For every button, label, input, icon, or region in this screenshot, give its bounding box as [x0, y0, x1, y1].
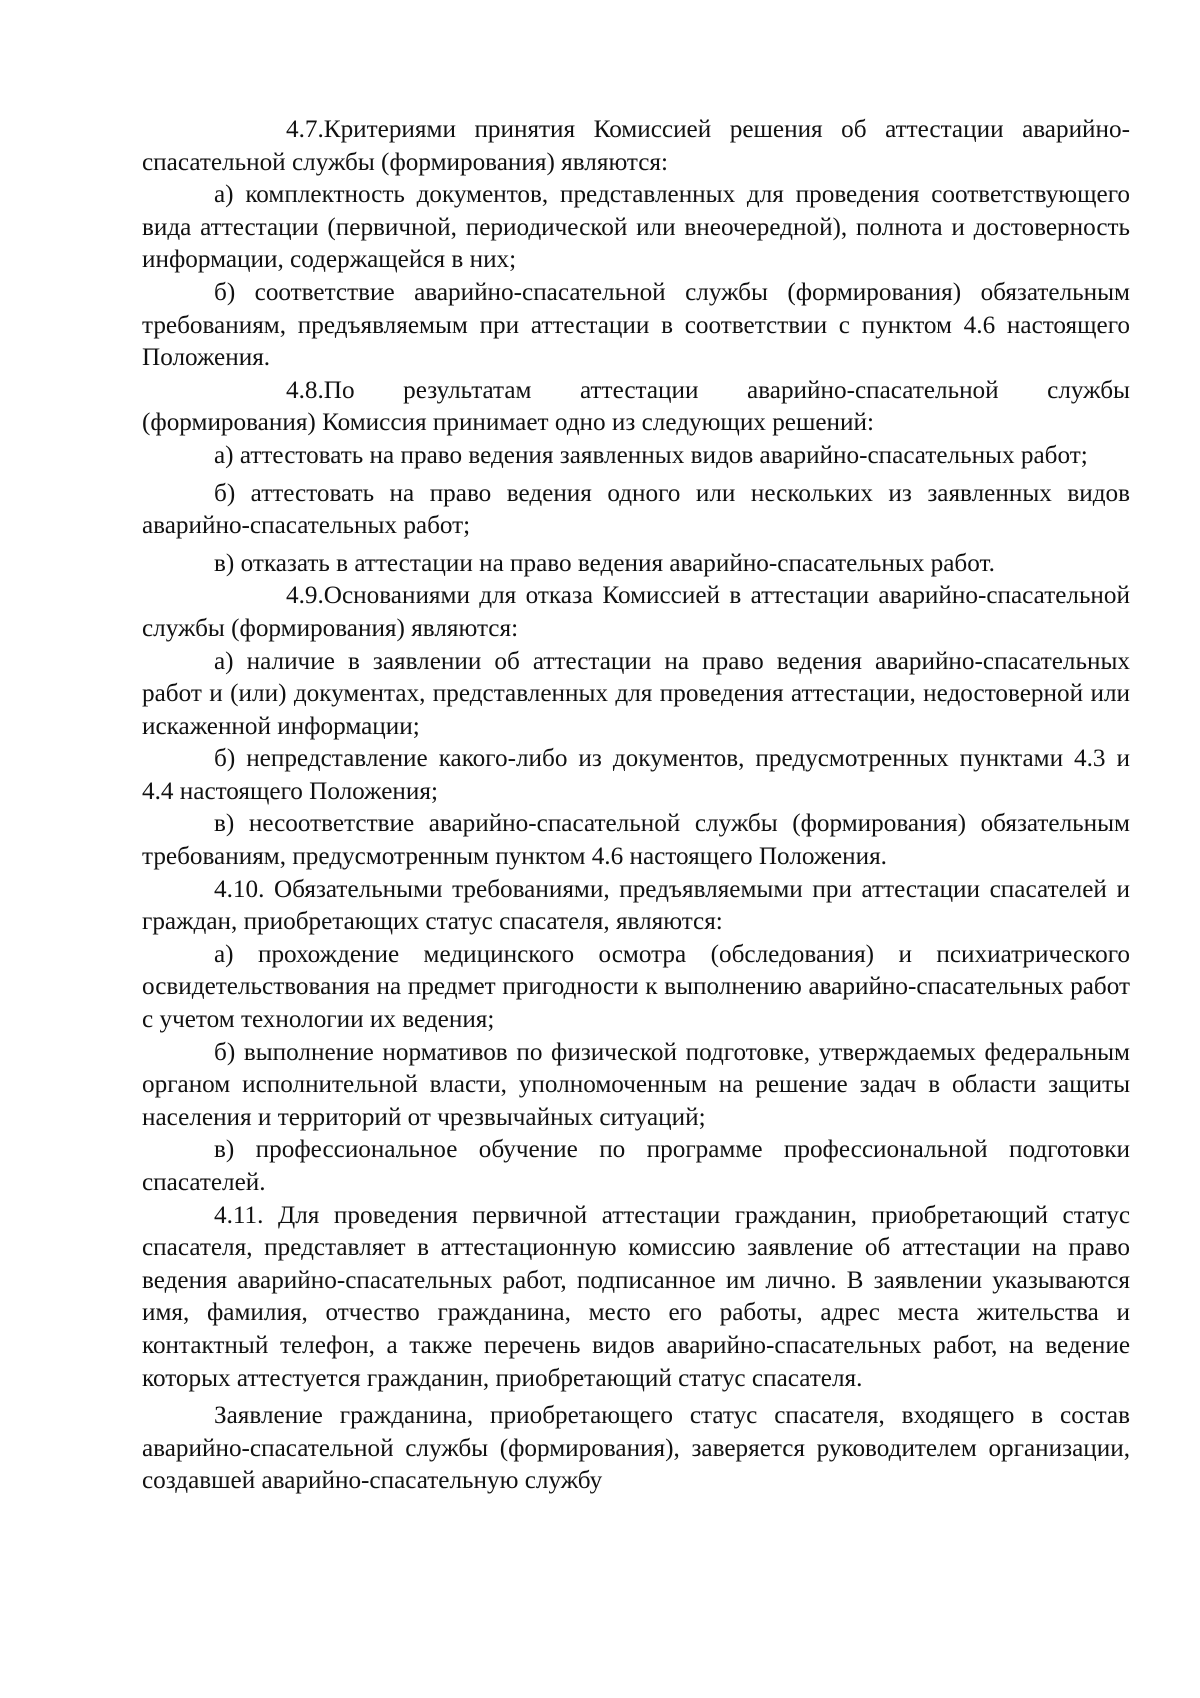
paragraph-text: 4.11. Для проведения первичной аттестации гражданин, приобретающий статус спасателя, представляет в аттестационную комиссию заявление об аттестации на право ведения аварийно-спасательных работ, подписанное им лично. В заявлении указываются имя, фамилия, отчество гражданина, место его работы, адрес места жительства и контактный телефон, а также перечень видов аварийно-спасательных работ, на ведение которых аттестуется гражданин, приобретающий статус спасателя.: [142, 1201, 1130, 1392]
paragraph-4-7: [142, 114, 1130, 179]
paragraph-4-9-a: [142, 646, 1130, 744]
paragraph-4-10: [142, 874, 1130, 939]
paragraph-text: б) аттестовать на право ведения одного или нескольких из заявленных видов аварийно-спасательных работ;: [142, 479, 1130, 540]
paragraph-4-8-a: [142, 440, 1130, 473]
paragraph-4-8-b: [142, 478, 1130, 543]
paragraph-text: б) соответствие аварийно-спасательной службы (формирования) обязательным требованиям, предъявляемым при аттестации в соответствии с пунктом 4.6 настоящего Положения.: [142, 278, 1130, 372]
paragraph-4-7-a: [142, 179, 1130, 277]
paragraph-4-11: [142, 1200, 1130, 1396]
paragraph-text: Критериями принятия Комиссией решения об аттестации аварийно-спасательной службы (формирования) являются:: [142, 116, 1130, 176]
paragraph-4-9: [142, 580, 1130, 645]
paragraph-text: а) комплектность документов, представленных для проведения соответствующего вида аттестации (первичной, периодической или внеочередной), полнота и достоверность информации, содержащейся в них;: [142, 181, 1130, 274]
document-page: [142, 114, 1130, 1498]
paragraph-text: б) непредставление какого-либо из документов, предусмотренных пунктами 4.3 и 4.4 настоящего Положения;: [142, 745, 1130, 805]
paragraph-text: б) выполнение нормативов по физической подготовке, утверждаемых федеральным органом исполнительной власти, уполномоченным на решение задач в области защиты населения и территорий от чрезвычайных ситуаций;: [142, 1038, 1130, 1131]
paragraph-4-11-statement: [142, 1400, 1130, 1498]
paragraph-4-10-b: [142, 1037, 1130, 1135]
clause-number: 4.9.: [286, 582, 324, 610]
paragraph-text: а) прохождение медицинского осмотра (обследования) и психиатрического освидетельствования на предмет пригодности к выполнению аварийно-спасательных работ с учетом технологии их ведения;: [142, 940, 1130, 1034]
paragraph-text: 4.10. Обязательными требованиями, предъявляемыми при аттестации спасателей и граждан, приобретающих статус спасателя, являются:: [142, 875, 1130, 936]
paragraph-text: в) профессиональное обучение по программе профессиональной подготовки спасателей.: [142, 1136, 1130, 1196]
clause-number: 4.8.: [286, 376, 324, 404]
paragraph-text: Заявление гражданина, приобретающего статус спасателя, входящего в состав аварийно-спасательной службы (формирования), заверяется руководителем организации, создавшей аварийно-спасательную службу: [142, 1402, 1130, 1495]
paragraph-4-10-v: [142, 1134, 1130, 1199]
paragraph-4-7-b: [142, 277, 1130, 375]
paragraph-text: Основаниями для отказа Комиссией в аттестации аварийно-спасательной службы (формирования) являются:: [142, 582, 1130, 642]
paragraph-4-10-a: [142, 939, 1130, 1037]
paragraph-text: в) отказать в аттестации на право ведения аварийно-спасательных работ.: [214, 549, 995, 577]
paragraph-text: а) наличие в заявлении об аттестации на право ведения аварийно-спасательных работ и (или) документах, представленных для проведения аттестации, недостоверной или искаженной информации;: [142, 647, 1130, 740]
paragraph-4-8-v: [142, 548, 1130, 581]
paragraph-text: а) аттестовать на право ведения заявленных видов аварийно-спасательных работ;: [214, 441, 1088, 469]
paragraph-text: в) несоответствие аварийно-спасательной службы (формирования) обязательным требованиям, предусмотренным пунктом 4.6 настоящего Положения.: [142, 810, 1130, 871]
clause-number: 4.7.: [286, 116, 324, 143]
paragraph-4-8: [142, 375, 1130, 440]
paragraph-4-9-b: [142, 743, 1130, 808]
paragraph-text: По результатам аттестации аварийно-спасательной службы (формирования) Комиссия принимает одно из следующих решений:: [142, 376, 1130, 437]
paragraph-4-9-v: [142, 808, 1130, 873]
